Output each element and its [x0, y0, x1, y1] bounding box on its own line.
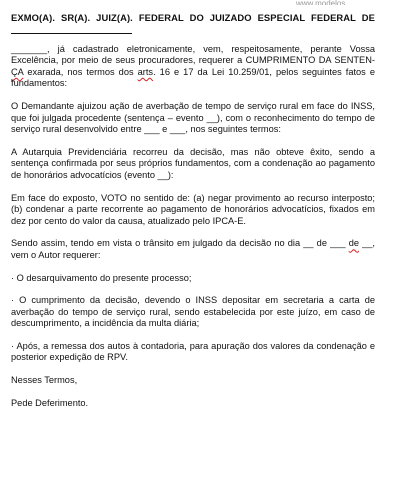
- intro-word-flagged-1: ÇA: [11, 66, 24, 77]
- document-body: [11, 12, 375, 420]
- intro-text-1: , já cadastrado eletronicamente, vem, respeitosamente, perante Vossa Excelência, por meio de seus procuradores, requerer a CUMPRIMENTO DA SENTEN-: [11, 43, 375, 66]
- intro-text-3: . 16 e 17 da Lei 10.259/01, pelos seguintes fatos e fundamentos:: [11, 66, 375, 89]
- party-name-blank: _______: [11, 43, 48, 54]
- paragraph-facts: O Demandante ajuizou ação de averbação de tempo de serviço rural em face do INSS, que foi julgada procedente (sentença – evento __), com o reconhecimento do tempo de serviço rural desenvolvido entre ___ e ___, nos seguintes termos:: [11, 100, 375, 135]
- request-item-accounting: · Após, a remessa dos autos à contadoria, para apuração dos valores da condenação e posterior expedição de RPV.: [11, 340, 375, 363]
- paragraph-vote: Em face do exposto, VOTO no sentido de: (a) negar provimento ao recurso interposto; (b) condenar a parte recorrente ao pagamento de honorários advocatícios, fixados em dez por cento do valor da causa, atualizado pelo IPCA-E.: [11, 192, 375, 226]
- request-intro-text-1: Sendo assim, tendo em vista o trânsito em julgado da decisão no dia __ de ___: [11, 238, 349, 249]
- paragraph-intro: [11, 44, 375, 90]
- cropped-header-fragment: www.modelos...: [296, 0, 353, 5]
- document-heading: EXMO(A). SR(A). JUIZ(A). FEDERAL DO JUIZADO ESPECIAL FEDERAL DE: [11, 12, 375, 23]
- intro-word-flagged-2: arts: [137, 66, 154, 77]
- closing-terms: Nesses Termos,: [11, 375, 78, 386]
- heading-blank-line: [11, 33, 132, 34]
- request-intro-word-flagged: de: [348, 238, 359, 249]
- request-item-compliance: · O cumprimento da decisão, devendo o INSS depositar em secretaria a carta de averbação do tempo de serviço rural, sendo estabelecida por este juízo, em caso de descumprimento, a incidência da multa diária;: [11, 295, 375, 329]
- intro-text-2: exarada, nos termos dos: [23, 66, 138, 77]
- paragraph-request-intro: [11, 238, 375, 261]
- paragraph-appeal: A Autarquia Previdenciária recorreu da decisão, mas não obteve êxito, sendo a sentença confirmada por seus próprios fundamentos, com a condenação ao pagamento de honorários advocatícios (evento __):: [11, 146, 375, 180]
- closing-request: Pede Deferimento.: [11, 397, 89, 408]
- request-intro-text-2: __, vem o Autor requerer:: [11, 238, 375, 260]
- request-item-unarchive: · O desarquivamento do presente processo;: [11, 272, 192, 283]
